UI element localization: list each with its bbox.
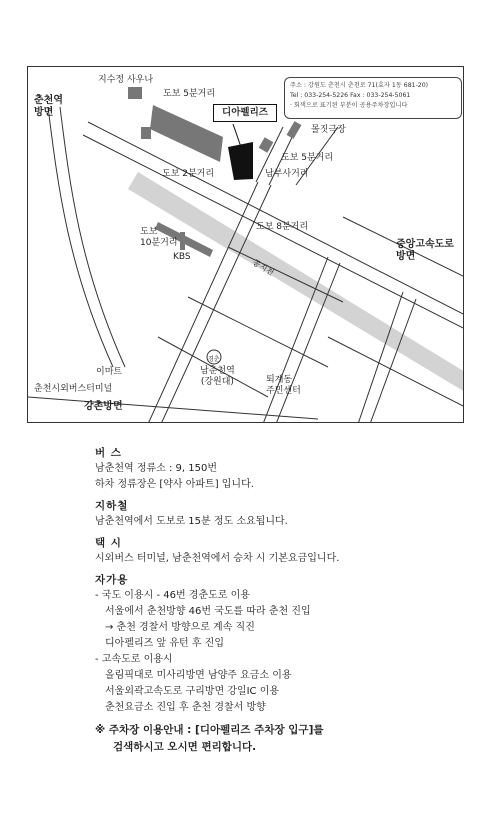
label-walk8: 도보 8분거리: [256, 222, 309, 232]
taxi-title: 택 시: [95, 537, 122, 549]
bus-section: [95, 446, 455, 493]
label-walk5a: 도보 5분거리: [163, 89, 216, 99]
address-box: [284, 77, 462, 119]
river-band: [128, 172, 464, 392]
label-nam-station: 남춘천역 (강원대): [200, 366, 235, 387]
hotel-callout: 디아펠리즈: [213, 104, 277, 122]
subway-line-1: 남춘천역에서 도보로 15분 정도 소요됩니다.: [95, 516, 288, 527]
label-chuncheon-station: 춘천역 방면: [34, 95, 63, 118]
parking-note-1: ※ 주차장 이용안내 : [디아펠리즈 주차장 입구]를: [95, 724, 324, 736]
car-line-1: - 국도 이용시 - 46번 경춘도로 이용: [95, 590, 250, 601]
label-mol: 몰짓극장: [311, 125, 346, 135]
label-toegye: 퇴계동 주민센터: [266, 375, 301, 396]
car-line-4: 디아펠리즈 앞 유턴 후 진입: [105, 638, 224, 649]
label-gangchon: 강촌방면: [84, 401, 123, 412]
car-title: 자가용: [95, 574, 129, 586]
location-map: [27, 66, 464, 423]
bus-title: 버 스: [95, 447, 122, 459]
car-line-7: 서울외곽고속도로 구리방면 강일IC 이용: [105, 686, 280, 697]
car-section: [95, 573, 455, 716]
main-road-a: [88, 122, 464, 315]
address-line: 주소 : 강원도 춘천시 춘천로 71(효자 1동 681-20): [290, 82, 429, 89]
parking-note-line: · 회색으로 표기된 부분이 공용주차장입니다: [290, 102, 408, 109]
bus-line-1: 남춘천역 정류소 : 9, 150번: [95, 463, 217, 474]
label-emart: 이마트: [96, 367, 123, 377]
building-icon: [228, 142, 253, 180]
label-walk2: 도보 2분거리: [162, 169, 215, 179]
car-line-6: 올림픽대로 미사리방면 남양주 요금소 이용: [105, 670, 292, 681]
label-walk10: 도보 10분거리: [140, 227, 178, 248]
label-terminal: 춘천시외버스터미널: [34, 384, 113, 394]
label-jisu: 지수정 사우나: [98, 75, 154, 85]
label-gongji: 공지천: [251, 257, 276, 278]
taxi-section: [95, 536, 455, 567]
subway-title: 지하철: [95, 500, 129, 512]
label-kbs: KBS: [173, 252, 191, 262]
taxi-line-1: 시외버스 터미널, 남춘천역에서 승차 시 기본요금입니다.: [95, 553, 340, 564]
label-gyeongchun: 경춘: [208, 356, 220, 363]
phone-line: Tel : 033-254-5226 Fax : 033-254-5061: [290, 92, 411, 99]
subway-section: [95, 499, 455, 530]
label-walk5b: 도보 5분거리: [281, 153, 334, 163]
parking-note-2: 검색하시고 오시면 편리합니다.: [113, 741, 257, 753]
car-line-8: 춘천요금소 진입 후 춘천 경찰서 방향: [105, 702, 266, 713]
bus-line-2: 하차 정류장은 [약사 아파트] 입니다.: [95, 479, 254, 490]
car-line-3: → 춘천 경찰서 방향으로 계속 직진: [105, 622, 255, 633]
label-nampusa: 남부사거리: [265, 169, 309, 179]
car-line-2: 서울에서 춘천방향 46번 국도를 따라 춘천 진입: [105, 606, 311, 617]
label-highway: 중앙고속도로 방면: [396, 239, 454, 262]
car-line-5: - 고속도로 이용시: [95, 654, 173, 665]
directions-info: [95, 446, 455, 756]
